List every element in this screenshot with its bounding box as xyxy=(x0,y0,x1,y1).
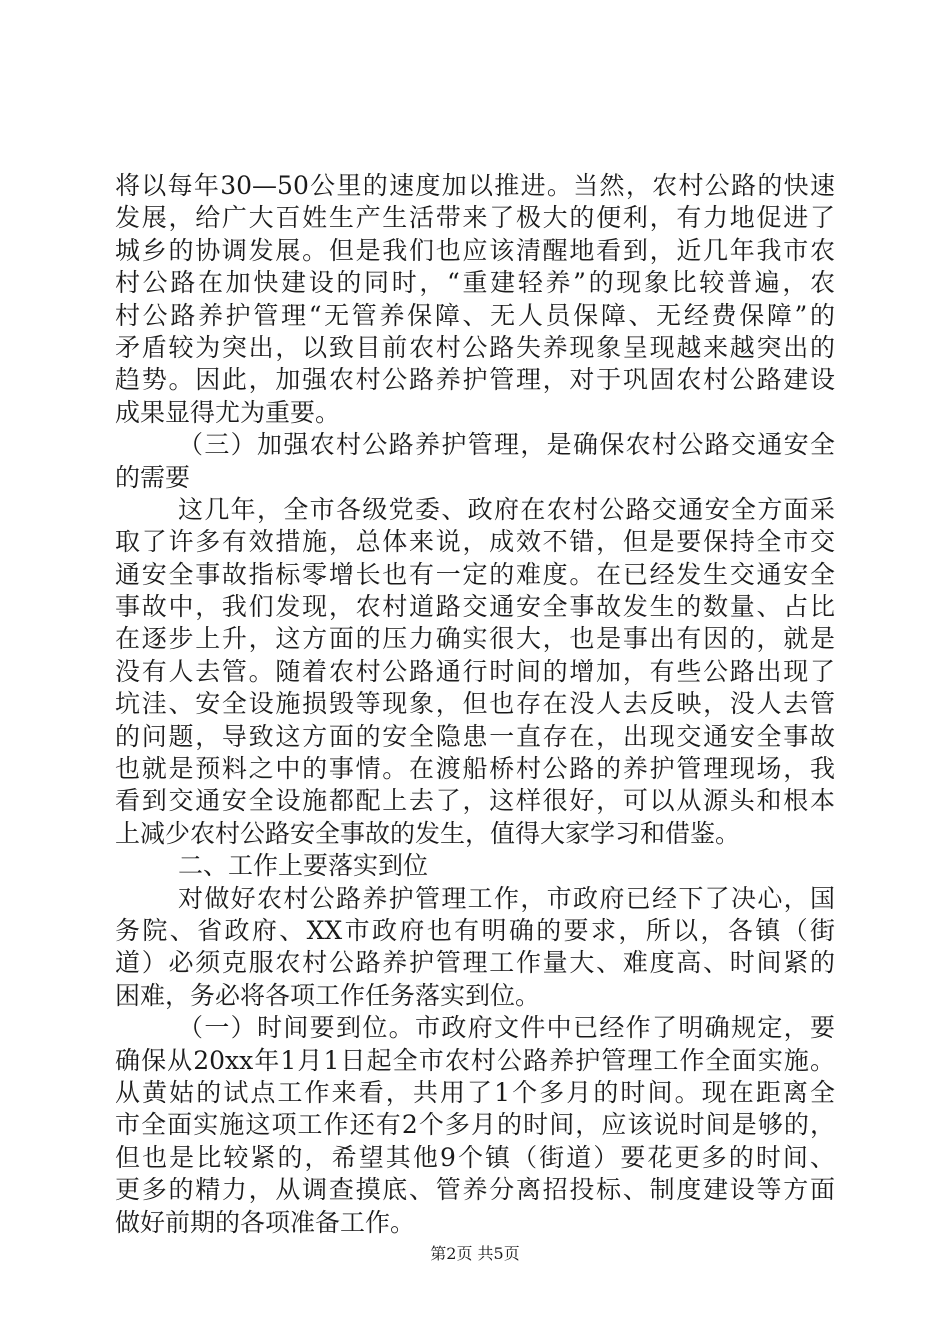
text-line: 成果显得尤为重要。 xyxy=(115,397,341,427)
section-heading: （三）加强农村公路养护管理，是确保农村公路交通安全 xyxy=(178,430,835,460)
text-line: 城乡的协调发展。但是我们也应该清醒地看到，近几年我市农 xyxy=(115,235,835,265)
text-line: 市全面实施这项工作还有2个多月的时间，应该说时间是够的， xyxy=(115,1110,835,1140)
text-line: 坑洼、安全设施损毁等现象，但也存在没人去反映，没人去管 xyxy=(115,689,835,719)
text-line: 发展，给广大百姓生产生活带来了极大的便利，有力地促进了 xyxy=(115,203,835,233)
text-line: 矛盾较为突出，以致目前农村公路失养现象呈现越来越突出的 xyxy=(115,332,835,362)
section-heading: （一）时间要到位。市政府文件中已经作了明确规定，要 xyxy=(178,1013,835,1043)
document-body xyxy=(115,170,835,1239)
text-line: 确保从20xx年1月1日起全市农村公路养护管理工作全面实施。 xyxy=(115,1045,835,1075)
text-line: 没有人去管。随着农村公路通行时间的增加，有些公路出现了 xyxy=(115,656,835,686)
text-line: 这几年，全市各级党委、政府在农村公路交通安全方面采 xyxy=(178,494,835,524)
text-line: 在逐步上升，这方面的压力确实很大，也是事出有因的，就是 xyxy=(115,624,835,654)
text-line: 取了许多有效措施，总体来说，成效不错，但是要保持全市交 xyxy=(115,527,835,557)
text-line: 看到交通安全设施都配上去了，这样很好，可以从源头和根本 xyxy=(115,786,835,816)
text-line: 的问题，导致这方面的安全隐患一直存在，出现交通安全事故 xyxy=(115,721,835,751)
text-line: 对做好农村公路养护管理工作，市政府已经下了决心，国 xyxy=(178,883,835,913)
text-line: 从黄姑的试点工作来看，共用了1个多月的时间。现在距离全 xyxy=(115,1077,835,1107)
text-line: 做好前期的各项准备工作。 xyxy=(115,1207,416,1237)
text-line: 趋势。因此，加强农村公路养护管理，对于巩固农村公路建设 xyxy=(115,365,835,395)
text-line: 也就是预料之中的事情。在渡船桥村公路的养护管理现场，我 xyxy=(115,754,835,784)
text-line: 事故中，我们发现，农村道路交通安全事故发生的数量、占比 xyxy=(115,592,835,622)
text-line: 道）必须克服农村公路养护管理工作量大、难度高、时间紧的 xyxy=(115,948,835,978)
page-number: 第2页 共5页 xyxy=(430,1244,520,1263)
text-line: 务院、省政府、XX市政府也有明确的要求，所以，各镇（街 xyxy=(115,915,835,945)
text-line: 但也是比较紧的，希望其他9个镇（街道）要花更多的时间、 xyxy=(115,1142,835,1172)
section-heading: 二、工作上要落实到位 xyxy=(178,851,429,881)
text-line: 村公路在加快建设的同时，“重建轻养”的现象比较普遍，农 xyxy=(115,268,835,298)
text-line: 通安全事故指标零增长也有一定的难度。在已经发生交通安全 xyxy=(115,559,835,589)
text-line: 将以每年30—50公里的速度加以推进。当然，农村公路的快速 xyxy=(115,171,835,200)
text-line: 村公路养护管理“无管养保障、无人员保障、无经费保障”的 xyxy=(115,300,835,330)
text-line: 更多的精力，从调查摸底、管养分离招投标、制度建设等方面 xyxy=(115,1175,835,1205)
text-line: 困难，务必将各项工作任务落实到位。 xyxy=(115,980,541,1010)
text-line: 上减少农村公路安全事故的发生，值得大家学习和借鉴。 xyxy=(115,818,741,848)
section-heading: 的需要 xyxy=(115,462,191,492)
